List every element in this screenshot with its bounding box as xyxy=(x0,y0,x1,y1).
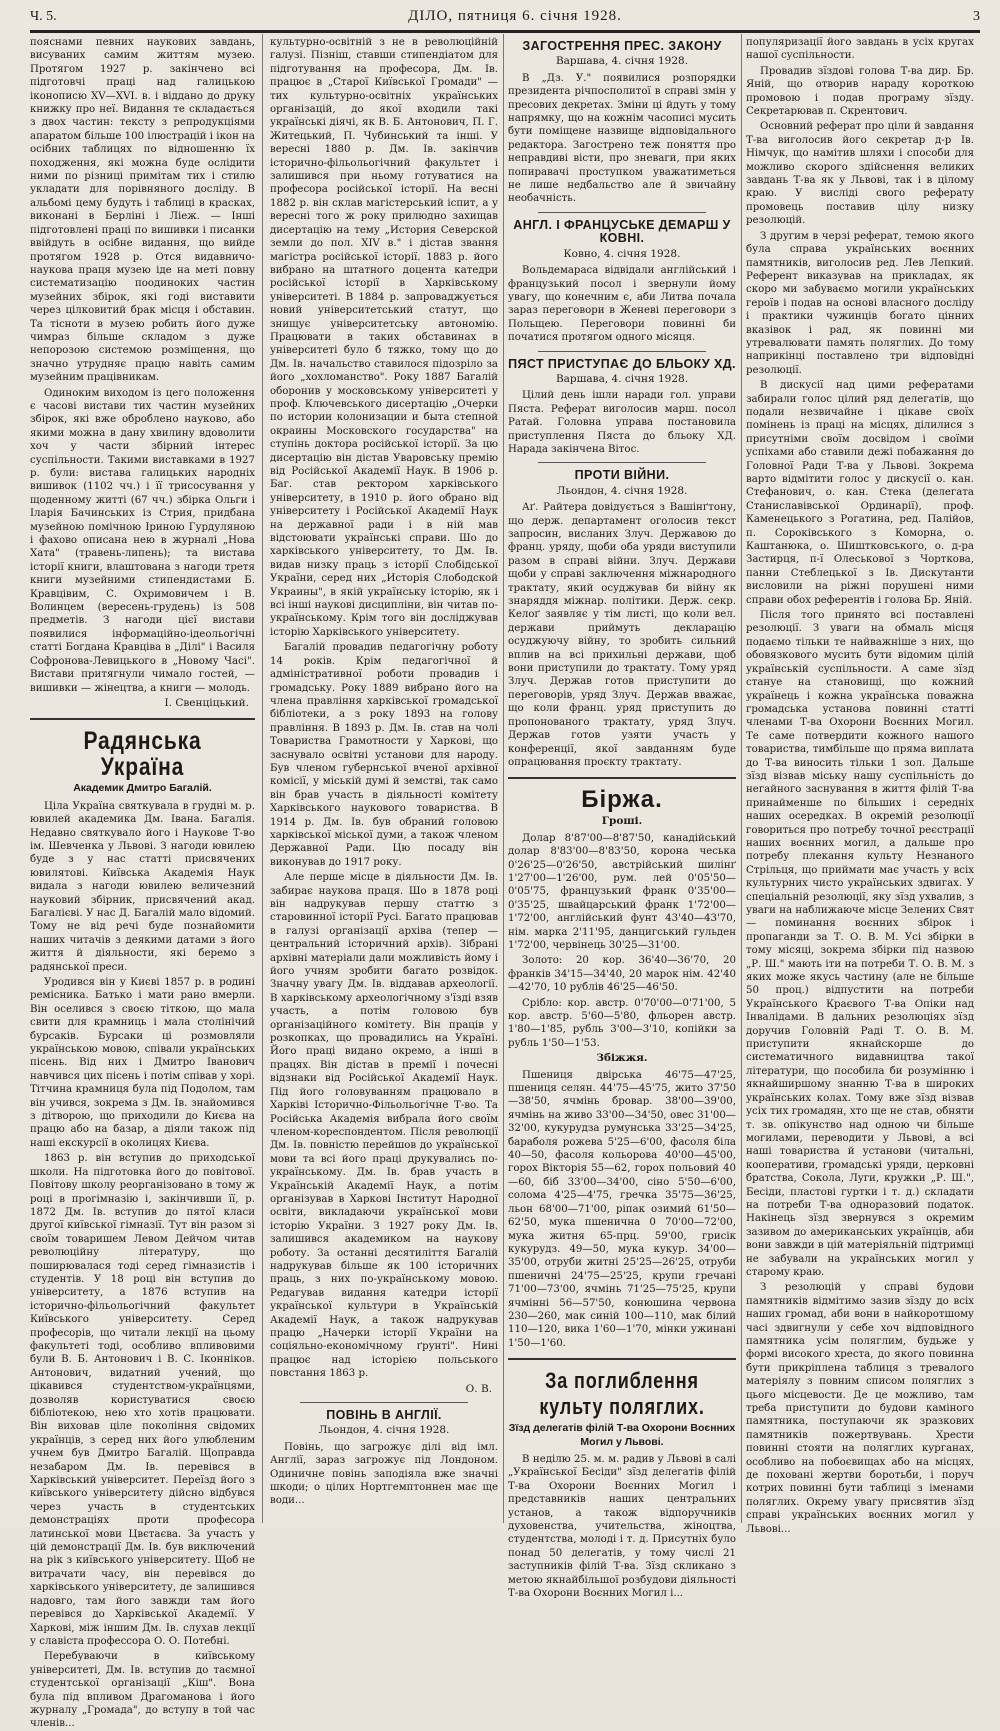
paragraph: З резолюцій у справі будови памятників відмітимо зазив зїзду до всіх наших громад, аби вони в найкоротшому часі здвигнули у себе хоч відповідного памятника усім поляглим, будьже у формі високого хреста, до якого повинна бути прикріплена таблиця з тревалого матеріялу з повним списом поляглих з цього місцевости. Де це можливо, там треба приступити до будови каміного памятника, поступаючи як зразкових памятників пожертвувань. Хрести повинні стояти на поляглих курганах, особливо на побоєвищах або на місцях, де поховані жертви боротьби, і поруч котрих повинні бути таблиці з іменами поляглих. Окрему увагу присвятив зїзд справі українських воєнних могил у Львові... xyxy=(746,1282,974,1535)
signature: О. В. xyxy=(465,1382,492,1395)
page-header xyxy=(30,8,980,33)
divider xyxy=(538,212,706,213)
news-headline: ПЯСТ ПРИСТУПАЄ ДО БЛЬОКУ ХД. xyxy=(508,356,736,371)
column-3 xyxy=(508,36,736,1600)
paragraph: Одиноким виходом із цего положення є часові вистави тих частин музейних збірок, які вже оброблено науково, або якими можна в дану хвилину вдоволити хоч у части збірний інтерес суспільности. Такими виставками в 1927 р. були: вистава галицьких народніх вишивок (1102 чч.) і її трисосування у щоденному житті (67 чч.) збірка Ольги і Іларія Бачинських із Стрия, придбана музейною помічною Іриною Гурдуляною і фахово описана нею в журналі „Нова Хата" (травень-липень); та вистава історії книги, влаштована з нагоди третя книги музейними стипендистами Б. Кравцівим, С. Охримовичем і В. Волинцем (вересень-грудень) із 508 предметів. З нагоди цієї вистави появилися інформаційно-ідеольогічні статті Богдана Кравціва в „Ділі" і Василя Софронова-Левицького в „Новому Часі". Вистави притягнули чимало гостей, — вишивки — жінецтва, а книги — молодь. xyxy=(30,387,255,694)
article-subtitle: Академик Дмитро Багалій. xyxy=(73,782,212,795)
divider xyxy=(538,462,706,463)
page-label: Ч. 5. xyxy=(30,9,57,24)
paragraph: В неділю 25. м. м. радив у Львові в салі „Української Бесіди" зїзд делегатів філій Т-ва Охорони Воєнних Могил і представників наших центральних установ, а також відпоручників духовенства, учительства, жіноцтва, студентства, молоді і т. д. Присутніх було понад 50 делегатів, у тому числі 21 заступників філій Т-ва. Зїзд скликано з метою якнайбільшої розбудови діяльності Т-ва Охорони Воєнних Могил і... xyxy=(508,1453,736,1600)
section-subtitle: Збіжжя. xyxy=(596,1052,648,1065)
article-title: За поглиблення культу поляглих. xyxy=(539,1368,705,1420)
dateline: Льондон, 4. січня 1928. xyxy=(556,484,688,497)
paragraph: Пшениця двірська 46'75—47'25, пшениця селян. 44'75—45'75, жито 37'50—38'50, ячмінь бровар. 38'00—39'00, ячмінь на живо 33'00—34'50, овес 31'00—32'00, кукурудза румунська 33'25—34'25, бараболя рожева 5'25—6'00, фасоля біла 40—50, фасоля кольорова 40'00—45'00, горох Вікторія 55—62, горох польовий 40—60, біб 33'00—34'00, сіно 5'50—6'00, солома 4'25—4'75, гречка 35'75—36'25, льон 68'00—71'00, ріпак озимий 61'50—62'50, мука пшенична 0 70'00—72'00, мука житня 65-прц. 59'00, грисік кукурудз. 49—50, мука кукур. 34'00—35'00, отруби житні 25'25—26'25, отруби пшеничні 24'75—25'25, крупи гречані 71'00—73'00, ячмінь 71'25—75'25, крупи ячмінні 56—57'50, конюшина червона 230—260, мак синій 100—110, мак білий 110—120, вика 1'60—1'70, мінки ужинані 1'50—1'60. xyxy=(508,1069,736,1349)
divider xyxy=(508,777,736,779)
paragraph: В дискусії над цими рефератами забирали голос цілий ряд делегатів, що подали незвичайне і цікаве своїх помінень із праці на місцях, ділилися з присутніми своїм досвідом і своїми успіхами або ставили дежі побажання до Головної Ради Т-ва у Львові. Зокрема варто відмітити голос у дискусії о. кан. Стефанович, о. кан. Стека (делегата Станиславівської Ординарії), проф. Каменецького з Рогатина, ред. Палійов, п. Сороківського з Коморна, о. Каштанюка, о. Шиштковського, о. д-ра Застирця, п-ї Олеськової з Чорткова, панни Стеблецької з Ів. Дискутанти висловили на ріжні порушені ними справи обох референтів і голова Бр. Яній. xyxy=(746,380,974,606)
paragraph: Аґ. Райтера довідується з Вашінґтону, що держ. департамент оголосив текст запросин, висланих Злуч. Державою до франц. уряду, щоби оба уряди виступили разом в справі війни. Злуч. Держави щоби у справі заключення міжнародного трактату, який осуджував би війну як знаряддя міжнар. політики. Держ. секр. Келоґ заявляє у тім листі, що коли вел. держави приймуть декларацію осуджуючу війну, то зробить сильний вплив на всі прихильні держави, щоб вони приступили до трактату. Тому уряд Злуч. Держав готов приступити до переговорів, уряд Злуч. Держав вважає, що коли франц. уряд приступить до пропонованого трактату, уряд Злуч. Держав готов узяти участь у конференції, якої завданням буде опрацювання проєкту трактату. xyxy=(508,502,736,768)
column-rule xyxy=(741,34,742,1523)
divider xyxy=(30,718,255,720)
paragraph: В „Дз. У." появилися розпорядки президента річпосполитої в справі змін у пресових декретах. Зміни ці йдуть у тому напрямку, що на кожнім часописі мусить бути поміщене назвище відповідального редактора. Загострено теж поняття про неправдиві вісти, про зневаги, при яких попиравачі проступком уважатиметься не лише недбальство але й звичайну необачність. xyxy=(508,72,736,205)
section-title: Біржа. xyxy=(581,786,663,814)
article-title: Радянська Україна xyxy=(83,727,202,782)
paragraph: Ціла Україна святкувала в грудні м. р. ювилей академика Дм. Івана. Багалія. Недавно святкувало його і Наукове Т-во ім. Шевченка у Львові. З нагоди ювилею буде з у нас статті присвячених ювилятові. Київська Академія Наук видала з нагоди ювилею величезний науковий збірник, присвячений акад. Багалієві. У нас Д. Багалій мало відомий. Тому не від речі буде познайомити наших читачів з деякими датами з його життя й діяльности, які беремо з радянської преси. xyxy=(30,800,255,973)
paragraph: Вольдемараса відвідали англійський і французький посол і звернули йому увагу, що конечним є, аби Литва почала зараз переговори в Женеві переговори з Польщею. Переговори повинні би початися протягом одного місяця. xyxy=(508,265,736,344)
paragraph: З другим в черзі реферат, темою якого була справа українських воєнних памятників, виголосив ред. Лев Лепкий. Референт виказував на прикладах, як скоро ми забуваємо могили українських героїв і подав на основі власного досліду і практики чужинців богато цінних вказівок і рад, як повинні ми утревалювати память поляглих. До тому наприкінці поставлено три відповідні резолюції. xyxy=(746,230,974,376)
paragraph: Перебуваючи в київському університеті, Дм. Ів. вступив до таємної студентської організації „Кіш". Вона була під впливом Драгоманова і його журналу „Громада", до вступу в той час членів... xyxy=(30,1651,255,1730)
paragraph: Срібло: кор. австр. 0'70'00—0'71'00, 5 кор. австр. 5'60—5'80, фльорен австр. 1'80—1'85, рубль 3'00—3'10, копійки за рубль 1'50—1'53. xyxy=(508,997,736,1049)
column-rule xyxy=(503,34,504,1523)
paragraph: Багалій провадив педагогічну роботу 14 років. Крім педагогічної й адміністративної роботи провадив і громадську. Року 1889 вибрано його на члена правління харківської громадської бібліотеки, а з року 1893 на голову правління. В 1893 р. Дм. Ів. став на чолі Товариства Грамотности у Харкові, що заснувало освітні установи для народу. Був членом губернської вченої архівної комісії, у міській думі й земстві, так само він брав участь в діяльності комітету Харківського наукового товариства. В 1914 р. Дм. Ів. був обраний головою харківської міської думи, а також членом Державної Ради. Цю посаду він виконував до 1917 року. xyxy=(270,642,498,868)
dateline: Льондон, 4. січня 1928. xyxy=(318,1424,450,1437)
paragraph: популяризації його завдань в усіх кругах нашої суспільности. xyxy=(746,37,974,62)
column-4 xyxy=(746,36,974,1535)
signature: І. Свенціцький. xyxy=(164,696,249,709)
divider xyxy=(538,351,706,352)
section-subtitle: Гроші. xyxy=(601,815,643,828)
paragraph: Золото: 20 кор. 36'40—36'70, 20 франків 34'15—34'40, 20 марок нім. 42'40—42'70, 10 рублів 46'25—46'50. xyxy=(508,955,736,994)
paragraph: Уродився він у Києві 1857 р. в родині ремісника. Батько і мати рано вмерли. Він оселився з своєю тіткою, що мала свити для крамниць і мала столінічий бурсаків. Бурсаки ці розмовляли українською мовою, співали українських пісень. Від них і Дмитро Іванович навчився цих пісень і потім співав у хорі. Тітчина крамниця була під Подолом, там він учився, зокрема з Дм. Ів. знайомився з дітворою, що приходили до Києва на працю або на базар, а діяли також під наші екскурсії в околицях Києва. xyxy=(30,977,255,1149)
column-2 xyxy=(270,36,498,1523)
paragraph: Цілий день ішли наради гол. управи Пяста. Реферат виголосив марш. посол Ратай. Головна управа постановила приступлення Пяста до бльоку ХД. Нарада закінчена Вітос. xyxy=(508,390,736,455)
dateline: Варшава, 4. січня 1928. xyxy=(555,372,689,385)
paragraph: культурно-освітній з не в революційній галузі. Пізніш, ставши стипендіатом для підготування на професора, Дм. Ів. працює в „Старої Київської Громади" — тих культурно-освітніх українських організацій, до якої входили такі українські діячі, як В. Б. Антонович, П. Г. Житецький, П. Чубинський та інші. У вересні 1880 р. Дм. Ів. закінчив історично-фільольогічний факультет і залишився при ньому готуватися на професора російської історії. На весні 1882 р. він склав магістерський іспит, а у вересні того ж року прилюдно захищав дисертацію на тему „История Северской земли до пол. XIV в." і дістав звання магістра російської історії. 1883 р. його вибрано на штатного доцента катедри російської історії в Харківському університеті. В 1884 р. запроваджується новий університетський статут, що знищує університетську автономію. Працювати в таких обставинах в університеті було б тяжко, тому що до Дм. Ів. начальство ставилося підозріло за його „хохломанство". Року 1887 Багалій оборонив у московському університеті у проф. Ключевського дисертацію „Очерки по истории колонизации и быта степной окраины Московского государства" на ступінь доктора російської історії. За цю дисертацію він дістав Уваровську премію від Російської Академії Наук. В 1906 р. Баг. став ректором харківського університету, в 1910 р. його обрано від університету і Російської Академії Наук на державної ради і в ній мав відстоювати українські справи. Шо до харківського університету, то Дм. Ів. видав низку праць з історії Слобідської України, серед них „Исторія Слободской Украины", в якій українську історію, як і всі інші наукові дисципліни, він читав по-українському. Крім того він досліджував історію Харківського університету. xyxy=(270,37,498,638)
masthead: ДІЛО, пятниця 6. січня 1928. xyxy=(408,8,622,24)
page-number: 3 xyxy=(973,9,980,24)
column-rule xyxy=(262,34,263,1523)
column-1 xyxy=(30,36,255,1730)
paragraph: 1863 р. він вступив до приходської школи. На підготовка його до повітової. Повітову школу реорганізовано в тому ж році в прогімназію і, закінчивши її, р. 1872 Дм. Ів. вступив до пятої класи другої київської гімназії. Тут він разом зі своїм товаришем Левом Дейчом читав революційну літературу, що поширювалася тоді серед гімназистів і студентів. У 18 році він вступив до університету, а 1876 вступив на історично-фільольогічний факультет Київського університету. Серед професорів, що читали лекції на цьому факультеті тоді, особливо впливовими були В. Б. Антонович і В. С. Іконніков. Антонович, видатний учений, що цікавився студентством-українцями, дозволяв користуватися своєю бібліотекою, нею хто хотів працювати. Він виховав ціле покоління свідомих українців, з серед них його улюбленим учнем був Дмитро Багалій. Щоправда незабаром Дм. Ів. перевівся в Харківський університет. Переїзд його з київського університету дійсно відбувся через участь в студентських демонстраціях проти професора латинської мови Цвєтаєва. За участь у цій демонстрації Дм. Ів. був виключений на рік з київського університету. Щоб не витрачати часу, він перевівся до харківського університету, де залишився надовго, там його завжди там його перевівся до Харківської Академії. У Харкові, між іншим Дм. Ів. слухав лекції у славіста профессора О. О. Потебні. xyxy=(30,1153,255,1647)
news-headline: ПРОТИ ВІЙНИ. xyxy=(574,468,670,483)
news-headline: АНГЛ. І ФРАНЦУСЬКЕ ДЕМАРШ У КОВНІ. xyxy=(513,217,731,246)
paragraph: Після того принято всі поставлені резолюції. З уваги на обмаль місця подаємо тільки те найважніше з них, що обовязкового мусить бути відомим цілій українській суспільности. А саме зїзд стануе на становищі, що кожний українець і кожна українська поважна громадська установа повинні статті членами Т-ва Охорони Воєнних Могил. Те саме потвердити кожного нашого товариства, тимбільше що пряма виплата до Т-ва виносить тільки 1 зол. Дальше зїзд візвав міську нашу суспільність до негайного заснування в життя філій Т-ва принайменше по більших і середніх наших осередках. В окремій резолюції говориться про потребу точної реєстрації наших воєнних могил, а дальше про потребу плекання культу Незнаного Стрільця, що приймати має участь у всіх культурних чисто українських здвигах. У спеціальній резолюції, яку зїзд ухвалив, з уваги на наближаюче місце Зелених Свят — поминання воєнних збірок і пропаганди за Т. О. В. М. Усі збірки в тому місяці, зокрема збірки під назвою „Р. Ш." мають іти на потреби Т. О. В. М. з яких може якусь частину (але не більше 50 проц.) відпустити на потреби Українського Краєвого Т-ва Опіки над Інвалідами. В дальних резолюціях зїзд доручив Головній Раді Т. О. В. М. приступити якнайскорше до систематичного видавництва такої літератури, що пособила би розумінню і якнайширшому знанню Т-ва в широких українських колах. Тому вже зїзд візвав усіх тих громадян, хто ще не став, обняти т. зв. опікунство над одною чи більше могилами, переводити у Львові, а всі наші товариства й установи (читальні, кооперативи, громадські уряди, церковні братства, Сокола, Луги, кружки „Р. Ш.", Бесіди, пластові гуртки і т. д.) складати на потреби Т-ва одноразовий податок. Накінець зїзд звернувся з окремим зазивом до американських українців, аби вони завжди в цій матеріяльній підтримці не забували на українських могил у старому краю. xyxy=(746,610,974,1278)
paragraph: пояснами певних наукових завдань, висуваних самим життям музею. Протягом 1927 р. закінчено всі підготовчі праці над галицькою іконописю XV—XVI. в. і віддано до друку книжку про неї. Видання те складається з двох частин: тексту з репродукціями апаратом більше 100 ілюстрацій і ікон на осібних таблицях по відношенню їх походження, які можна буде ослідити ними по різниці примітам тих і стилю укладати для порівняного досліду. В альбомі цему будуть і таблиці в красках, виконані в Берліні і Ліеж. — Інші підготовлені праці по вишивки і писанки ввійдуть в осібне видання, що вийде протягом 1928 р. Отся видавничо-наукова праця музею іде на меті повну систематизацію поодиноких частин музейних збірок, які годі виставити через цілковитий брак місця і обставин. Та тісноти в музею робить його дуже чимраз більше складом з дуже непорозою системою розміщення, що значно утрудняє працю навіть самим музейним працівникам. xyxy=(30,37,255,384)
divider xyxy=(508,1358,736,1360)
dateline: Варшава, 4. січня 1928. xyxy=(555,55,689,68)
news-headline: ЗАГОСТРЕННЯ ПРЕС. ЗАКОНУ xyxy=(522,39,722,53)
paragraph: Основний реферат про ціли й завдання Т-ва виголосив його секретар д-р Ів. Німчук, що намітив шляхи і способи для можливо скорого здійснення великих завдань Т-ва як у Львові, так і в цілому краю. У висліді свого реферату промовець поставив цілу низку резолюцій. xyxy=(746,121,974,227)
dateline: Ковно, 4. січня 1928. xyxy=(563,247,681,260)
news-headline: ПОВІНЬ В АНГЛІЇ. xyxy=(326,1408,442,1423)
divider xyxy=(300,1402,468,1403)
paragraph: Долар 8'87'00—8'87'50, канадійський долар 8'83'00—8'83'50, корона чеська 0'26'25—0'26'50, австрійський шилінґ 1'27'00—1'26'00, рум. лей 0'05'50—0'05'75, французький франк 0'35'00—0'35'25, швайцарський франк 1'72'00—1'72'00, англійський фунт 43'40—43'70, нім. марка 2'11'95, данцигський гульден 1'72'00, червінець 30'25—31'00. xyxy=(508,832,736,951)
paragraph: Провадив зїздові голова Т-ва дир. Бр. Яній, що отворив нараду короткою промовою і подав програму зїзду. Секретарював п. Скрентович. xyxy=(746,65,974,118)
article-subtitle: Зїзд делегатів філій Т-ва Охорони Воєнних Могил у Львові. xyxy=(508,1422,736,1448)
paragraph: Повінь, що загрожує ділі від імл. Англії, зараз загрожує під Лондоном. Одиничне повінь заподіяла вже значні шкоди; о цілих Нортгемптоннен має ще води... xyxy=(270,1441,498,1507)
paragraph: Але перше місце в діяльности Дм. Ів. забирає наукова праця. Шо в 1878 році він надрукував першу статтю з старовинної історії Русі. Багато працював в галузі організації архіва (тепер — центральний історичний архів). Зібрані архівні матеріали дали можливість йому і його учням зробити багато розвідок. Значну увагу Дм. Ів. віддавав археології. В харківському археологічному з'їзді взяв участь, а потім головою був організаційного комітету. Він праців у розкопках, що провадились на Україні. Його праці видано окремо, а інші в працях. Він дістав в премії і почесні відзнаки від Російської Академії Наук. Під його головуванням працювало в Харківі Історично-Фільольогічне Т-во. Та Російська Академія вибрала його своїм членом-кореспондентом. Після революції Дм. Ів. повністю перейшов до української мови та всі його праці друкувались по-українському. Дм. Ів. брав участь в Українській Академії Наук, а потім організував в Харкові Інститут Народної освіти, викладаючи української мови історію України. З 1927 року Дм. Ів. залишився академиком на наукову роботу. За останні десятиліття Багалій надрукував більше як 100 історичних праць, з них по-українському мовою. Редагував видання катедри історії української культури в Українській Академії Наук, а також надрукував працю „Начерки історії України на соціяльно-економічному ґрунті". Нині працює над історією польського повстання 1863 р. xyxy=(270,872,498,1380)
